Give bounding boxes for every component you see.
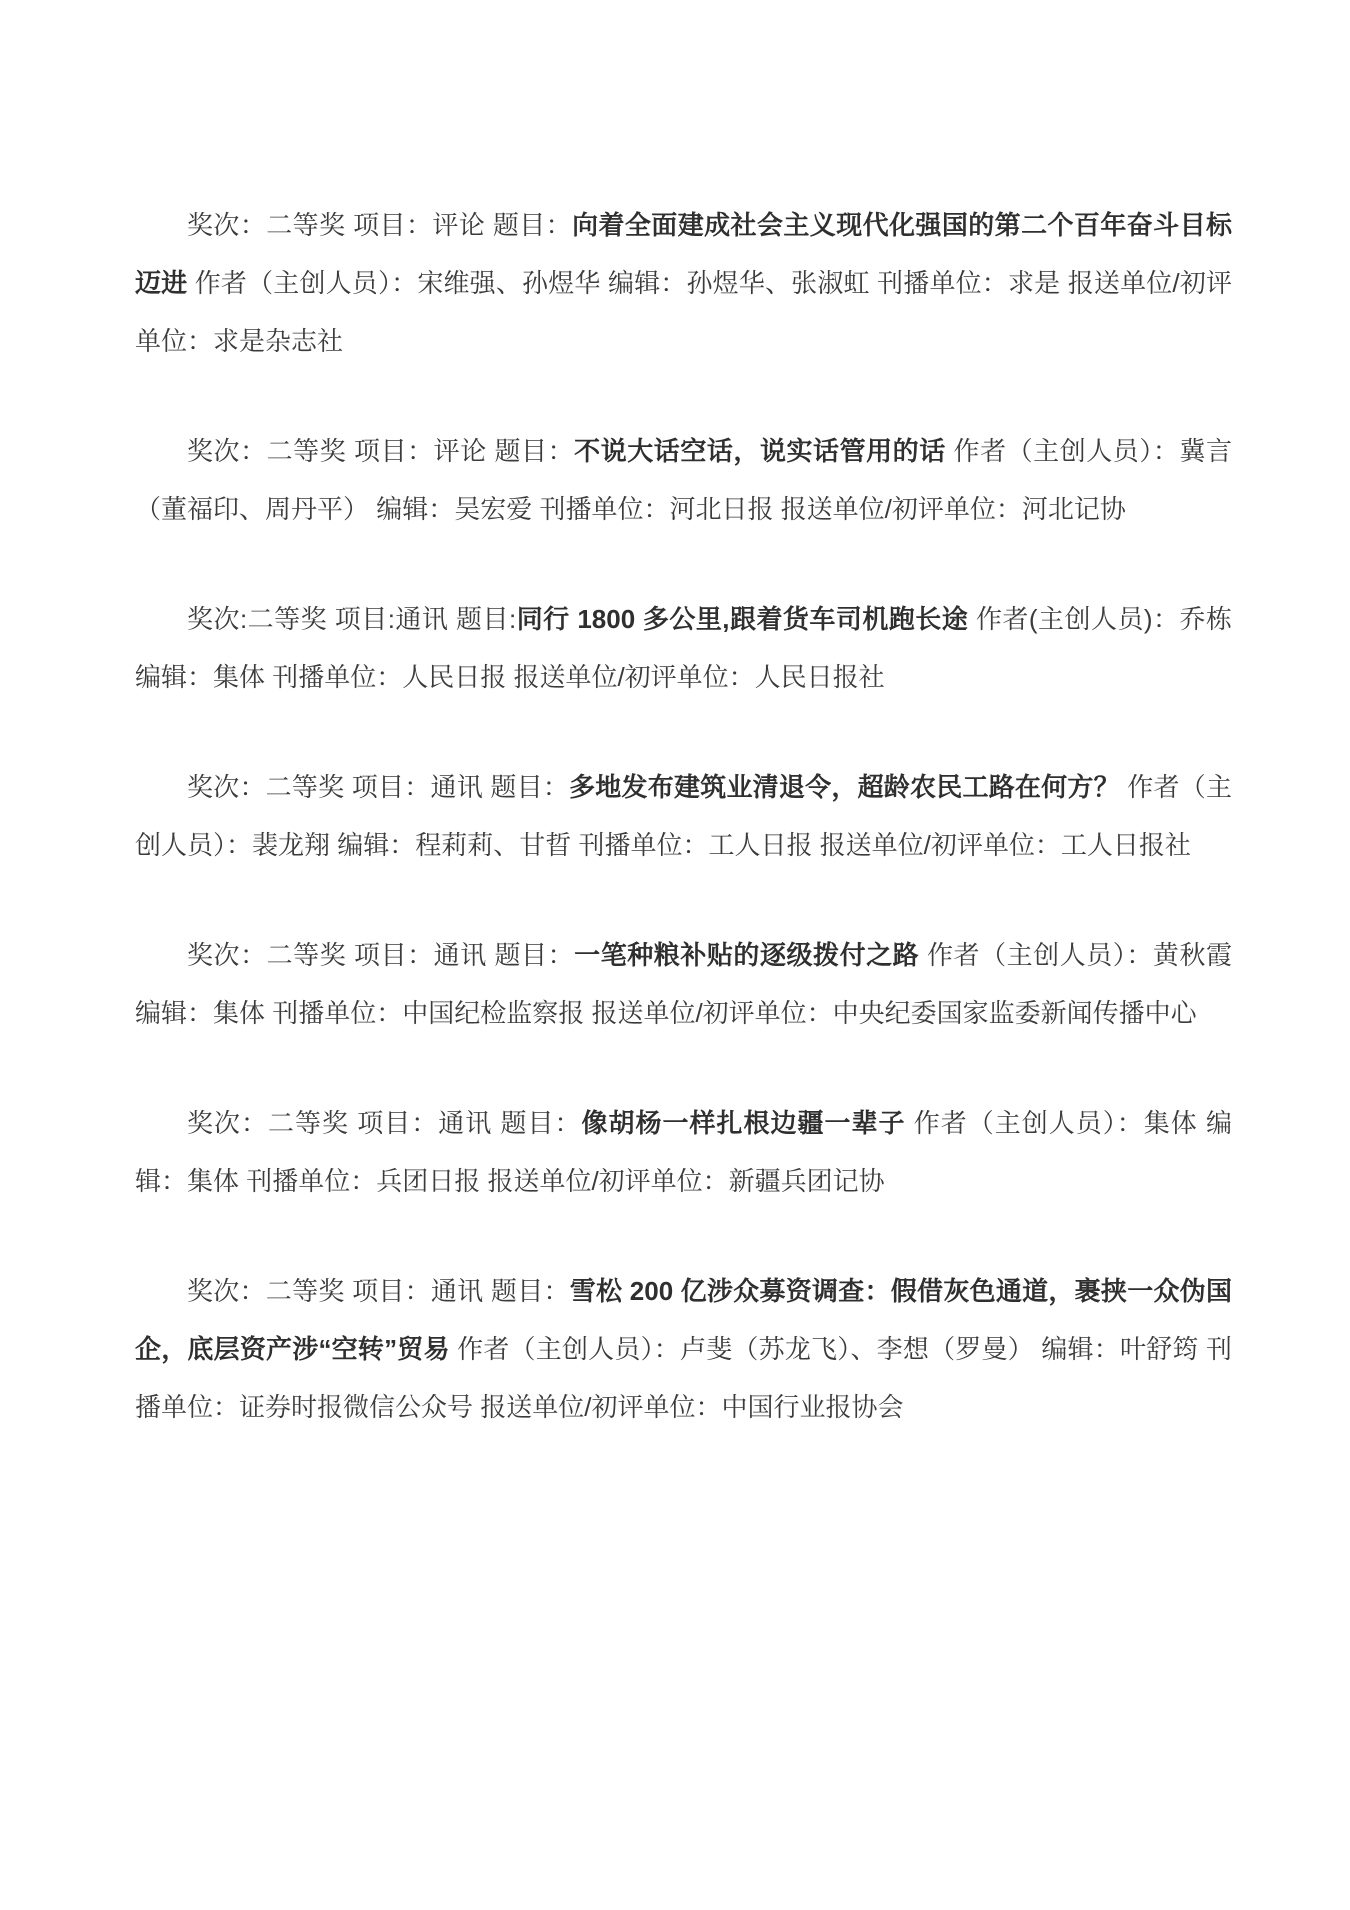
entry-meta: 奖次：二等奖 项目：评论 题目： bbox=[187, 210, 573, 240]
award-entry bbox=[135, 1262, 1232, 1436]
entry-credits: 作者（主创人员）：黄秋霞 编辑：集体 刊播单位：中国纪检监察报 报送单位/初评单位：中央纪委国家监委新闻传播中心 bbox=[135, 940, 1232, 1028]
entry-credits: 作者(主创人员)：乔栋 编辑：集体 刊播单位：人民日报 报送单位/初评单位：人民日报社 bbox=[135, 604, 1232, 692]
entry-credits: 作者（主创人员）：裴龙翔 编辑：程莉莉、甘晢 刊播单位：工人日报 报送单位/初评单位：工人日报社 bbox=[135, 772, 1232, 860]
award-list bbox=[135, 196, 1232, 1436]
entry-title: 向着全面建成社会主义现代化强国的第二个百年奋斗目标迈进 bbox=[135, 210, 1232, 298]
entry-meta: 奖次：二等奖 项目：通讯 题目： bbox=[187, 1276, 570, 1306]
entry-title: 像胡杨一样扎根边疆一辈子 bbox=[581, 1108, 906, 1138]
entry-meta: 奖次:二等奖 项目:通讯 题目: bbox=[187, 604, 517, 634]
entry-title: 不说大话空话，说实话管用的话 bbox=[574, 436, 946, 466]
entry-meta: 奖次：二等奖 项目：评论 题目： bbox=[187, 436, 575, 466]
entry-meta: 奖次：二等奖 项目：通讯 题目： bbox=[187, 940, 575, 970]
award-entry bbox=[135, 590, 1232, 706]
entry-meta: 奖次：二等奖 项目：通讯 题目： bbox=[187, 772, 570, 802]
entry-credits: 作者（主创人员）：集体 编辑：集体 刊播单位：兵团日报 报送单位/初评单位：新疆兵团记协 bbox=[135, 1108, 1232, 1196]
entry-title: 雪松 200 亿涉众募资调查：假借灰色通道，裹挟一众伪国企，底层资产涉“空转”贸易 bbox=[135, 1276, 1233, 1364]
award-entry bbox=[135, 196, 1232, 370]
entry-credits: 作者（主创人员）：卢斐（苏龙飞）、李想（罗曼） 编辑：叶舒筠 刊播单位：证券时报微信公众号 报送单位/初评单位：中国行业报协会 bbox=[135, 1334, 1232, 1422]
award-entry bbox=[135, 758, 1232, 874]
award-entry bbox=[135, 926, 1232, 1042]
award-entry bbox=[135, 422, 1232, 538]
award-entry bbox=[135, 1094, 1232, 1210]
entry-credits: 作者（主创人员）：宋维强、孙煜华 编辑：孙煜华、张淑虹 刊播单位：求是 报送单位/初评单位：求是杂志社 bbox=[135, 268, 1232, 356]
entry-meta: 奖次：二等奖 项目：通讯 题目： bbox=[187, 1108, 582, 1138]
entry-credits: 作者（主创人员）：冀言（董福印、周丹平） 编辑：吴宏爱 刊播单位：河北日报 报送单位/初评单位：河北记协 bbox=[135, 436, 1232, 524]
entry-title: 一笔种粮补贴的逐级拨付之路 bbox=[574, 940, 920, 970]
entry-title: 多地发布建筑业清退令，超龄农民工路在何方？ bbox=[569, 772, 1120, 802]
entry-title: 同行 1800 多公里,跟着货车司机跑长途 bbox=[516, 604, 969, 634]
